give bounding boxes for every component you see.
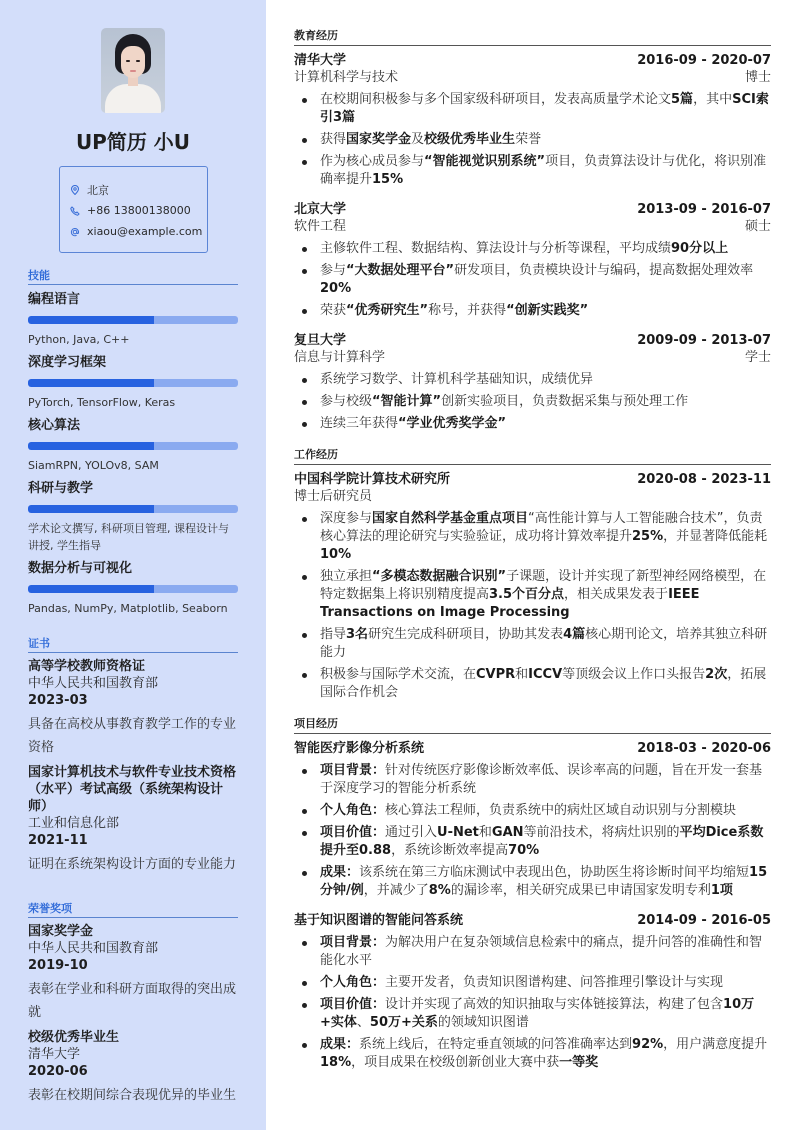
bullet-item: 参与校级“智能计算”创新实验项目，负责数据采集与预处理工作 <box>294 393 771 411</box>
bullet-item: 积极参与国际学术交流，在CVPR和ICCV等顶级会议上作口头报告2次，拓展国际合作机会 <box>294 666 771 702</box>
degree: 博士 <box>744 70 771 85</box>
education-entry <box>294 52 771 189</box>
item-date: 2020-06 <box>28 1064 88 1079</box>
skill-level-bar <box>28 505 238 513</box>
period: 2009-09 - 2013-07 <box>637 333 771 348</box>
profile-photo <box>101 28 165 113</box>
skill-name: 科研与教学 <box>28 481 94 496</box>
honors-title: 荣誉奖项 <box>28 900 238 918</box>
item-description: 表彰在校期间综合表现优异的毕业生 <box>28 1088 237 1103</box>
skill-level-fill <box>28 379 154 387</box>
contact-box <box>59 166 208 253</box>
skills-section <box>28 267 238 617</box>
main-content <box>294 28 771 1084</box>
item-issuer: 中华人民共和国教育部 <box>28 676 159 691</box>
skill-name: 深度学习框架 <box>28 355 107 370</box>
at-sign-icon <box>70 227 80 237</box>
skill-description: PyTorch, TensorFlow, Keras <box>28 396 176 409</box>
school-name: 复旦大学 <box>294 333 347 348</box>
period: 2013-09 - 2016-07 <box>637 202 771 217</box>
major: 计算机科学与技术 <box>294 70 399 85</box>
skill-description: Pandas, NumPy, Matplotlib, Seaborn <box>28 602 228 615</box>
entry-header <box>294 201 771 218</box>
skill-description: 学术论文撰写, 科研项目管理, 课程设计与讲授, 学生指导 <box>28 522 229 552</box>
certificates-title: 证书 <box>28 635 238 653</box>
bullet-item: 成果：系统上线后，在特定垂直领域的问答准确率达到92%，用户满意度提升18%，项目成果在校级创新创业大赛中获一等奖 <box>294 1036 771 1072</box>
bullet-item: 连续三年获得“学业优秀奖学金” <box>294 415 771 433</box>
skill-level-fill <box>28 316 154 324</box>
school-name: 北京大学 <box>294 202 347 217</box>
bullet-item: 指导3名研究生完成科研项目，协助其发表4篇核心期刊论文，培养其独立科研能力 <box>294 626 771 662</box>
skill-item <box>28 353 238 411</box>
bullet-item: 个人角色：主要开发者，负责知识图谱构建、问答推理引擎设计与实现 <box>294 974 771 992</box>
bullet-list <box>294 762 771 900</box>
item-name: 国家奖学金 <box>28 924 94 939</box>
skill-level-fill <box>28 585 154 593</box>
work-section <box>294 447 771 702</box>
sidebar <box>0 0 266 1130</box>
bullet-item: 参与“大数据处理平台”研发项目，负责模块设计与编码，提高数据处理效率20% <box>294 262 771 298</box>
bullet-item: 深度参与国家自然科学基金重点项目“高性能计算与人工智能融合技术”，负责核心算法的理论研究与实验验证，成功将计算效率提升25%，并显著降低能耗10% <box>294 510 771 564</box>
entry-header <box>294 912 771 929</box>
job-title: 博士后研究员 <box>294 489 373 504</box>
candidate-name: UP简历 小U <box>75 130 191 154</box>
period: 2018-03 - 2020-06 <box>637 741 771 756</box>
bullet-item: 个人角色：核心算法工程师，负责系统中的病灶区域自动识别与分割模块 <box>294 802 771 820</box>
major: 软件工程 <box>294 219 347 234</box>
skill-level-fill <box>28 442 154 450</box>
skills-title: 技能 <box>28 267 238 285</box>
contact-location <box>70 179 207 200</box>
project-name: 基于知识图谱的智能问答系统 <box>294 913 464 928</box>
education-entry <box>294 201 771 320</box>
location-text: 北京 <box>87 183 109 197</box>
item-date: 2021-11 <box>28 833 88 848</box>
period: 2020-08 - 2023-11 <box>637 472 771 487</box>
email-link[interactable]: xiaou@example.com <box>87 225 203 238</box>
school-name: 清华大学 <box>294 53 347 68</box>
skill-name: 核心算法 <box>28 418 81 433</box>
project-entry <box>294 912 771 1072</box>
bullet-item: 项目背景：为解决用户在复杂领域信息检索中的痛点，提升问答的准确性和智能化水平 <box>294 934 771 970</box>
skill-level-bar <box>28 585 238 593</box>
period: 2016-09 - 2020-07 <box>637 53 771 68</box>
skill-level-bar <box>28 442 238 450</box>
skill-item <box>28 416 238 474</box>
organization-name: 中国科学院计算技术研究所 <box>294 472 451 487</box>
item-date: 2023-03 <box>28 693 88 708</box>
item-date: 2019-10 <box>28 958 88 973</box>
entry-subheader <box>294 218 771 235</box>
entry-header <box>294 52 771 69</box>
skill-level-fill <box>28 505 154 513</box>
skill-description: SiamRPN, YOLOv8, SAM <box>28 459 159 472</box>
entry-subheader <box>294 69 771 86</box>
contact-phone <box>70 200 207 221</box>
project-name: 智能医疗影像分析系统 <box>294 741 425 756</box>
education-section <box>294 28 771 433</box>
bullet-item: 项目价值：设计并实现了高效的知识抽取与实体链接算法，构建了包含10万+实体、50万+关系的领域知识图谱 <box>294 996 771 1032</box>
certificates-section <box>28 635 238 876</box>
honors-section <box>28 900 238 1107</box>
bullet-item: 系统学习数学、计算机科学基础知识，成绩优异 <box>294 371 771 389</box>
phone-icon <box>70 206 80 216</box>
projects-section <box>294 716 771 1072</box>
bullet-item: 独立承担“多模态数据融合识别”子课题，设计并实现了新型神经网络模型，在特定数据集上将识别精度提高3.5个百分点，相关成果发表于IEEE Transactions on Image Processing <box>294 568 771 622</box>
entry-header <box>294 471 771 488</box>
bullet-list <box>294 371 771 433</box>
item-issuer: 中华人民共和国教育部 <box>28 941 159 956</box>
phone-text: +86 13800138000 <box>87 204 191 217</box>
bullet-item: 成果：该系统在第三方临床测试中表现出色，协助医生将诊断时间平均缩短15分钟/例，并减少了8%的漏诊率，相关研究成果已申请国家发明专利1项 <box>294 864 771 900</box>
item-description: 证明在系统架构设计方面的专业能力 <box>28 857 237 872</box>
entry-subheader <box>294 488 771 505</box>
projects-title: 项目经历 <box>294 716 771 734</box>
contact-email[interactable] <box>70 221 207 242</box>
item-name: 校级优秀毕业生 <box>28 1030 120 1045</box>
certificate-item <box>28 764 238 876</box>
bullet-item: 主修软件工程、数据结构、算法设计与分析等课程，平均成绩90分以上 <box>294 240 771 258</box>
entry-header <box>294 740 771 757</box>
certificate-item <box>28 658 238 759</box>
degree: 硕士 <box>744 219 771 234</box>
bullet-list <box>294 934 771 1072</box>
location-pin-icon <box>70 185 80 195</box>
item-name: 高等学校教师资格证 <box>28 659 146 674</box>
entry-subheader <box>294 349 771 366</box>
education-title: 教育经历 <box>294 28 771 46</box>
item-name: 国家计算机技术与软件专业技术资格（水平）考试高级（系统架构设计师） <box>28 765 237 814</box>
period: 2014-09 - 2016-05 <box>637 913 771 928</box>
bullet-item: 项目价值：通过引入U-Net和GAN等前沿技术，将病灶识别的平均Dice系数提升至0.88，系统诊断效率提高70% <box>294 824 771 860</box>
skill-item <box>28 559 238 617</box>
project-entry <box>294 740 771 900</box>
bullet-list <box>294 91 771 189</box>
item-description: 表彰在学业和科研方面取得的突出成就 <box>28 982 237 1020</box>
work-entry <box>294 471 771 702</box>
skill-item <box>28 290 238 348</box>
skill-name: 编程语言 <box>28 292 81 307</box>
degree: 学士 <box>744 350 771 365</box>
work-title: 工作经历 <box>294 447 771 465</box>
item-issuer: 清华大学 <box>28 1047 81 1062</box>
education-entry <box>294 332 771 433</box>
skill-level-bar <box>28 379 238 387</box>
skill-description: Python, Java, C++ <box>28 333 130 346</box>
skill-name: 数据分析与可视化 <box>28 561 133 576</box>
bullet-list <box>294 510 771 702</box>
skill-level-bar <box>28 316 238 324</box>
bullet-item: 荣获“优秀研究生”称号，并获得“创新实践奖” <box>294 302 771 320</box>
item-issuer: 工业和信息化部 <box>28 816 120 831</box>
bullet-item: 在校期间积极参与多个国家级科研项目，发表高质量学术论文5篇，其中SCI索引3篇 <box>294 91 771 127</box>
item-description: 具备在高校从事教育教学工作的专业资格 <box>28 717 237 755</box>
major: 信息与计算科学 <box>294 350 386 365</box>
bullet-item: 作为核心成员参与“智能视觉识别系统”项目，负责算法设计与优化，将识别准确率提升15% <box>294 153 771 189</box>
skill-item <box>28 479 238 554</box>
bullet-item: 项目背景：针对传统医疗影像诊断效率低、误诊率高的问题，旨在开发一套基于深度学习的智能分析系统 <box>294 762 771 798</box>
entry-header <box>294 332 771 349</box>
honor-item <box>28 923 238 1024</box>
bullet-item: 获得国家奖学金及校级优秀毕业生荣誉 <box>294 131 771 149</box>
bullet-list <box>294 240 771 320</box>
honor-item <box>28 1029 238 1107</box>
